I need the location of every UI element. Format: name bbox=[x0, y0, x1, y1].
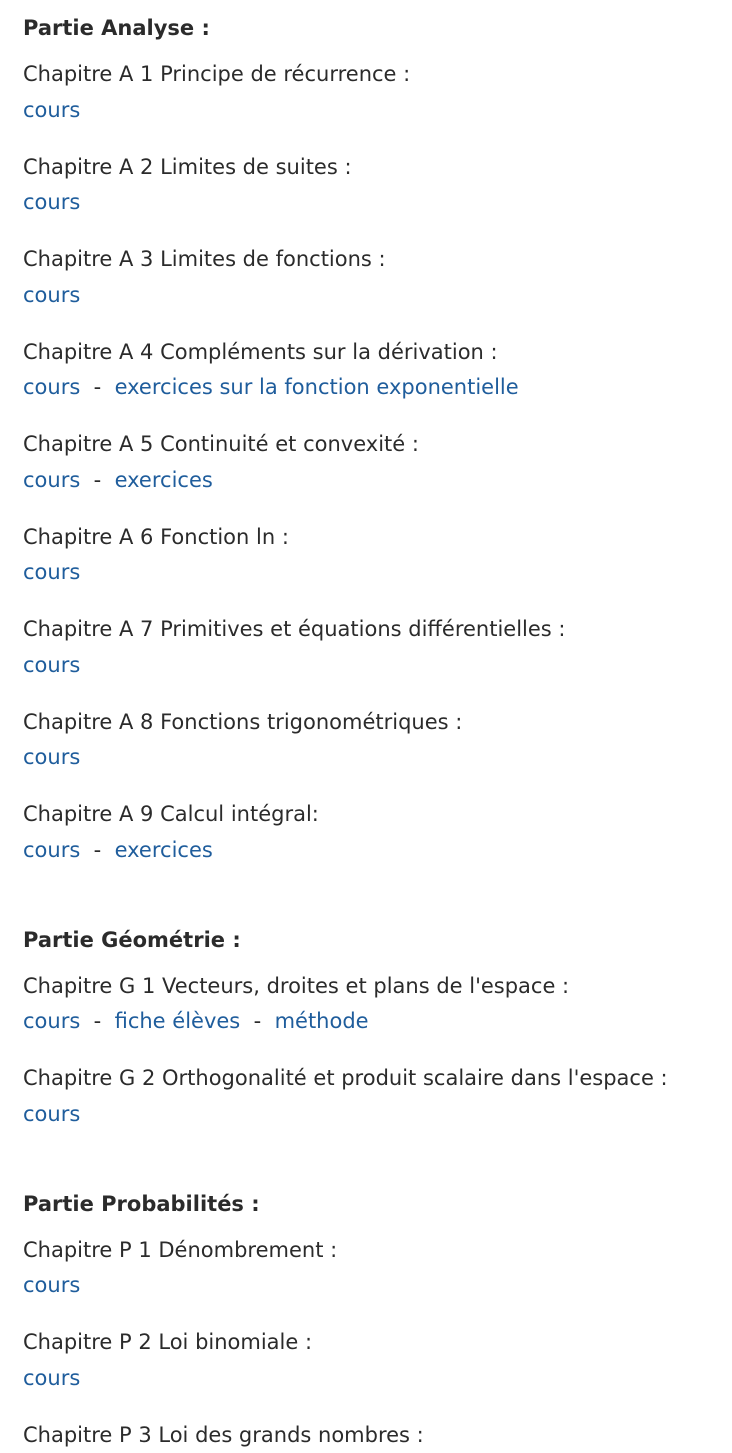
chapter-label: Chapitre P 2 Loi binomiale : bbox=[23, 1330, 313, 1354]
chapter-label: Chapitre A 9 Calcul intégral: bbox=[23, 802, 319, 826]
cours-link[interactable]: cours bbox=[23, 97, 81, 122]
chapter-links bbox=[23, 277, 732, 313]
exercices-link[interactable]: exercices sur la fonction exponentielle bbox=[114, 375, 519, 399]
section-title: Partie Probabilités : bbox=[23, 1191, 260, 1216]
chapter-links bbox=[23, 1003, 732, 1039]
cours-link[interactable]: cours bbox=[23, 375, 81, 399]
cours-link[interactable]: cours bbox=[23, 282, 81, 307]
cours-link[interactable]: cours bbox=[23, 837, 81, 862]
link-separator: - bbox=[86, 467, 108, 492]
chapter-links bbox=[23, 369, 732, 405]
section-title: Partie Analyse : bbox=[23, 16, 210, 40]
cours-link[interactable]: cours bbox=[23, 190, 81, 214]
link-separator: - bbox=[86, 1009, 108, 1033]
chapter-item bbox=[23, 241, 732, 313]
chapter-item bbox=[23, 1417, 732, 1453]
chapter-item bbox=[23, 611, 732, 683]
chapter-links bbox=[23, 1096, 732, 1132]
chapter-label: Chapitre P 3 Loi des grands nombres : bbox=[23, 1422, 424, 1447]
chapter-item bbox=[23, 334, 732, 406]
chapter-label: Chapitre A 7 Primitives et équations différentielles : bbox=[23, 617, 566, 641]
cours-link[interactable]: cours bbox=[23, 1009, 81, 1033]
exercices-link[interactable]: exercices bbox=[114, 837, 213, 862]
chapter-links bbox=[23, 462, 732, 498]
chapter-item bbox=[23, 1232, 732, 1304]
section-analyse bbox=[23, 14, 732, 868]
chapter-label: Chapitre A 3 Limites de fonctions : bbox=[23, 247, 386, 271]
chapter-links bbox=[23, 647, 732, 683]
chapter-label: Chapitre A 2 Limites de suites : bbox=[23, 154, 352, 179]
cours-link[interactable]: cours bbox=[23, 1365, 81, 1390]
fiche-eleves-link[interactable]: fiche élèves bbox=[114, 1009, 241, 1033]
chapter-links bbox=[23, 184, 732, 220]
chapter-links bbox=[23, 554, 732, 590]
chapter-label: Chapitre A 6 Fonction ln : bbox=[23, 524, 289, 549]
chapter-item bbox=[23, 1060, 732, 1132]
chapter-label: Chapitre P 1 Dénombrement : bbox=[23, 1237, 338, 1262]
chapter-item bbox=[23, 56, 732, 128]
chapter-links bbox=[23, 1267, 732, 1303]
link-separator: - bbox=[86, 837, 108, 862]
chapter-item bbox=[23, 968, 732, 1040]
chapter-links bbox=[23, 832, 732, 868]
chapter-links bbox=[23, 1360, 732, 1396]
chapter-label: Chapitre G 2 Orthogonalité et produit scalaire dans l'espace : bbox=[23, 1066, 668, 1090]
section-spacer bbox=[23, 868, 732, 926]
chapter-label: Chapitre A 8 Fonctions trigonométriques : bbox=[23, 709, 463, 734]
chapter-links bbox=[23, 92, 732, 128]
cours-link[interactable]: cours bbox=[23, 745, 81, 769]
chapter-label: Chapitre G 1 Vecteurs, droites et plans de l'espace : bbox=[23, 973, 570, 998]
cours-link[interactable]: cours bbox=[23, 560, 81, 584]
cours-link[interactable]: cours bbox=[23, 467, 81, 492]
section-probabilites bbox=[23, 1190, 732, 1453]
chapter-item bbox=[23, 519, 732, 591]
chapter-item bbox=[23, 704, 732, 776]
chapter-links bbox=[23, 739, 732, 775]
methode-link[interactable]: méthode bbox=[274, 1009, 369, 1033]
chapter-item bbox=[23, 796, 732, 868]
section-title: Partie Géométrie : bbox=[23, 927, 241, 952]
chapter-label: Chapitre A 1 Principe de récurrence : bbox=[23, 62, 411, 86]
chapter-label: Chapitre A 5 Continuité et convexité : bbox=[23, 432, 419, 456]
chapter-item bbox=[23, 149, 732, 221]
exercices-link[interactable]: exercices bbox=[114, 467, 213, 492]
cours-link[interactable]: cours bbox=[23, 652, 81, 677]
chapter-label: Chapitre A 4 Compléments sur la dérivation : bbox=[23, 339, 498, 364]
cours-link[interactable]: cours bbox=[23, 1273, 81, 1297]
link-separator: - bbox=[86, 375, 108, 399]
cours-link[interactable]: cours bbox=[23, 1101, 81, 1126]
chapter-item bbox=[23, 426, 732, 498]
section-geometrie bbox=[23, 926, 732, 1132]
chapter-item bbox=[23, 1324, 732, 1396]
link-separator: - bbox=[246, 1009, 268, 1033]
section-spacer bbox=[23, 1132, 732, 1190]
